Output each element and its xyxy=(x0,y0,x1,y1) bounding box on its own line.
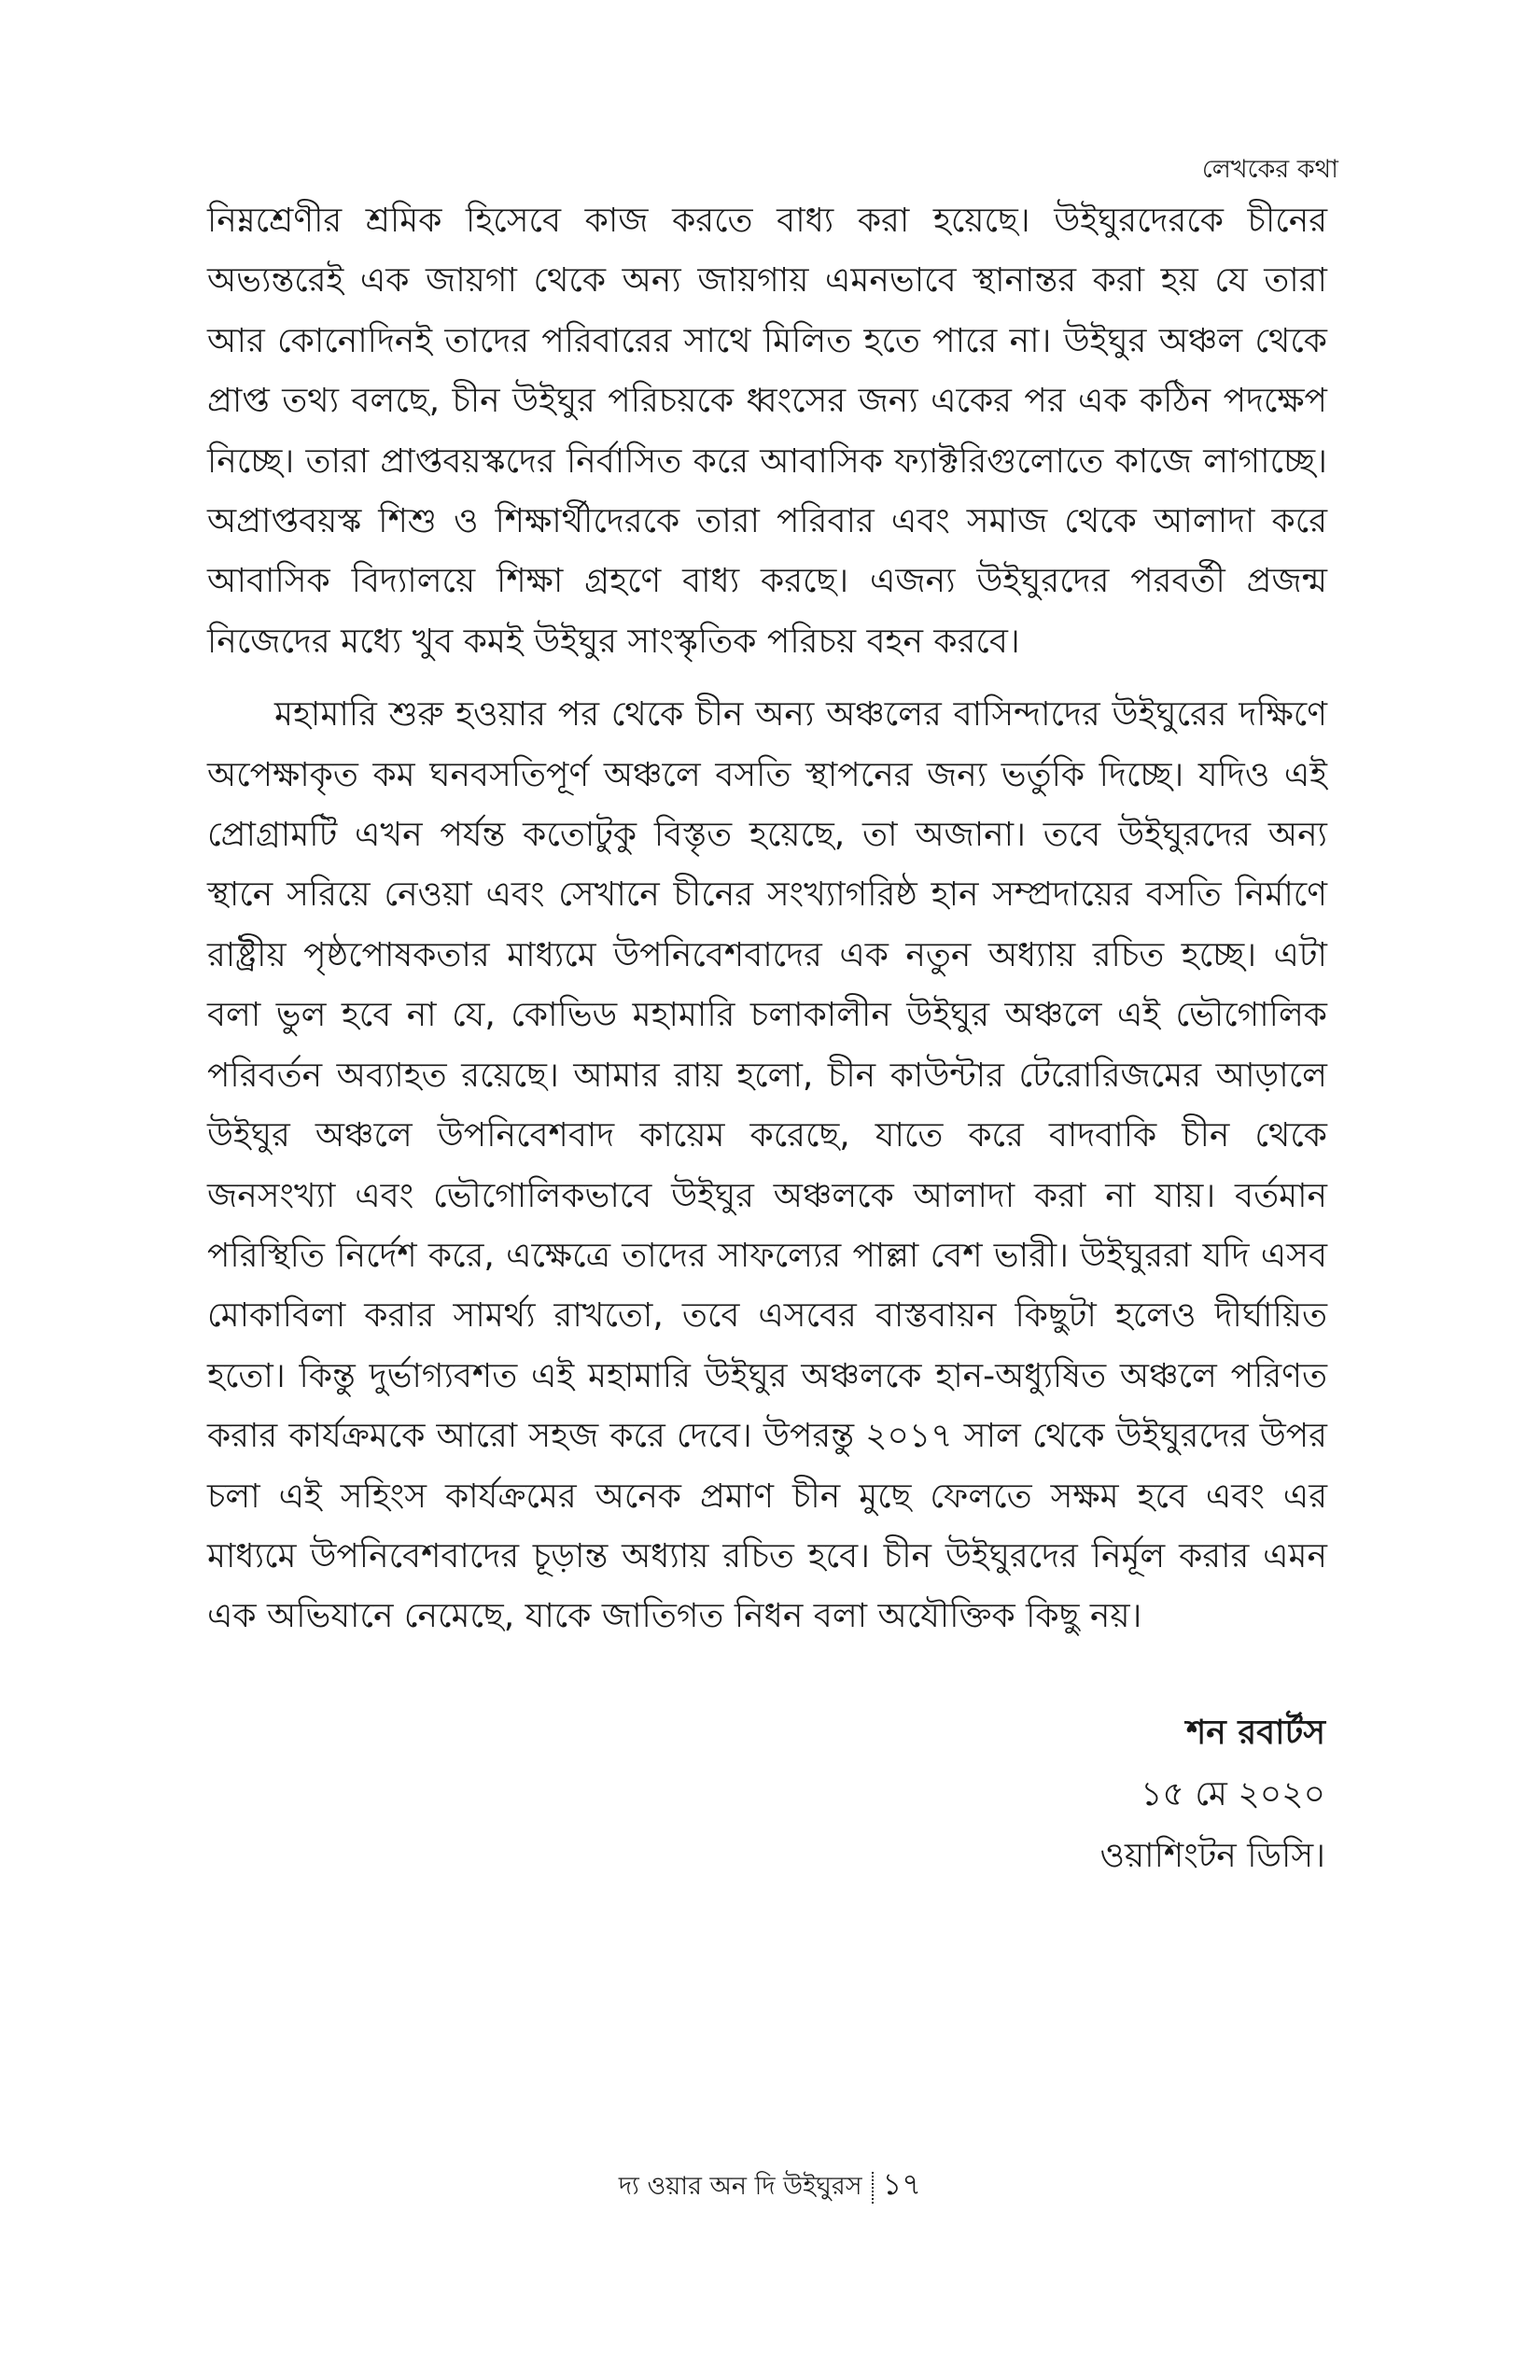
signature-date: ১৫ মে ২০২০ xyxy=(1141,1775,1325,1813)
body-text xyxy=(207,191,1327,1647)
page-number: ১৭ xyxy=(882,2166,922,2202)
page-footer xyxy=(0,2165,1540,2205)
paragraph-1: নিম্নশ্রেণীর শ্রমিক হিসেবে কাজ করতে বাধ্য করা হয়েছে। উইঘুরদেরকে চীনের অভ্যন্তরেই এক জায়গা থেকে অন্য জায়গায় এমনভাবে স্থানান্তর করা হয় যে তারা আর কোনোদিনই তাদের পরিবারের সাথে মিলিত হতে পারে না। উইঘুর অঞ্চল থেকে প্রাপ্ত তথ্য বলছে, চীন উইঘুর পরিচয়কে ধ্বংসের জন্য একের পর এক কঠিন পদক্ষেপ নিচ্ছে। তারা প্রাপ্তবয়স্কদের নির্বাসিত করে আবাসিক ফ্যাক্টরিগুলোতে কাজে লাগাচ্ছে। অপ্রাপ্তবয়স্ক শিশু ও শিক্ষার্থীদেরকে তারা পরিবার এবং সমাজ থেকে আলাদা করে আবাসিক বিদ্যালয়ে শিক্ষা গ্রহণে বাধ্য করছে। এজন্য উইঘুরদের পরবর্তী প্রজন্ম নিজেদের মধ্যে খুব কমই উইঘুর সাংস্কৃতিক পরিচয় বহন করবে। xyxy=(207,202,1327,661)
paragraph-2: মহামারি শুরু হওয়ার পর থেকে চীন অন্য অঞ্চলের বাসিন্দাদের উইঘুরের দক্ষিণে অপেক্ষাকৃত কম ঘনবসতিপূর্ণ অঞ্চলে বসতি স্থাপনের জন্য ভর্তুকি দিচ্ছে। যদিও এই প্রোগ্রামটি এখন পর্যন্ত কতোটুকু বিস্তৃত হয়েছে, তা অজানা। তবে উইঘুরদের অন্য স্থানে সরিয়ে নেওয়া এবং সেখানে চীনের সংখ্যাগরিষ্ঠ হান সম্প্রদায়ের বসতি নির্মাণে রাষ্ট্রীয় পৃষ্ঠপোষকতার মাধ্যমে উপনিবেশবাদের এক নতুন অধ্যায় রচিত হচ্ছে। এটা বলা ভুল হবে না যে, কোভিড মহামারি চলাকালীন উইঘুর অঞ্চলে এই ভৌগোলিক পরিবর্তন অব্যাহত রয়েছে। আমার রায় হলো, চীন কাউন্টার টেরোরিজমের আড়ালে উইঘুর অঞ্চলে উপনিবেশবাদ কায়েম করেছে, যাতে করে বাদবাকি চীন থেকে জনসংখ্যা এবং ভৌগোলিকভাবে উইঘুর অঞ্চলকে আলাদা করা না যায়। বর্তমান পরিস্থিতি নির্দেশ করে, এক্ষেত্রে তাদের সাফল্যের পাল্লা বেশ ভারী। উইঘুররা যদি এসব মোকাবিলা করার সামর্থ্য রাখতো, তবে এসবের বাস্তবায়ন কিছুটা হলেও দীর্ঘায়িত হতো। কিন্তু দুর্ভাগ্যবশত এই মহামারি উইঘুর অঞ্চলকে হান-অধ্যুষিত অঞ্চলে পরিণত করার কার্যক্রমকে আরো সহজ করে দেবে। উপরন্তু ২০১৭ সাল থেকে উইঘুরদের উপর চলা এই সহিংস কার্যক্রমের অনেক প্রমাণ চীন মুছে ফেলতে সক্ষম হবে এবং এর মাধ্যমে উপনিবেশবাদের চূড়ান্ত অধ্যায় রচিত হবে। চীন উইঘুরদের নির্মূল করার এমন এক অভিযানে নেমেছে, যাকে জাতিগত নিধন বলা অযৌক্তিক কিছু নয়। xyxy=(207,695,1327,1636)
footer-divider xyxy=(872,2172,874,2204)
signature-place: ওয়াশিংটন ডিসি। xyxy=(1099,1837,1325,1875)
running-header: লেখকের কথা xyxy=(1201,155,1338,184)
author-name: শন রবার্টস xyxy=(1186,1714,1325,1752)
author-signature xyxy=(1099,1702,1325,1887)
footer-book-title: দ্য ওয়ার অন দি উইঘুরস xyxy=(618,2172,862,2201)
